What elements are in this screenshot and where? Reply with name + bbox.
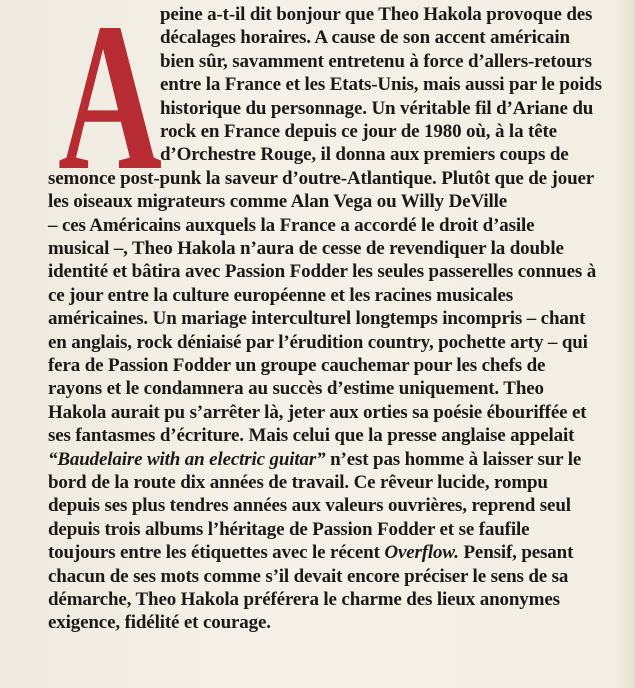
album-title-italic: Overflow. [384,542,459,564]
text-line: bien sûr, savamment entretenu à force d’allers-retours [160,50,592,72]
text-line: chacun de ses mots comme s’il devait encore préciser le sens de sa [48,565,569,587]
text-line: exigence, fidélité et courage. [48,612,271,634]
text-line: en anglais, rock déniaisé par l’érudition country, pochette arty – qui [48,331,588,353]
text-fragment: n’est pas homme à laisser sur le [330,448,582,470]
text-line: musical –, Theo Hakola n’aura de cesse de revendiquer la double [48,238,564,259]
drop-cap-letter: A [58,10,162,172]
quote-italic: “Baudelaire with an electric guitar” [48,448,326,470]
drop-cap-a [56,10,164,172]
text-line: d’Orchestre Rouge, il donna aux premiers coups de [160,144,569,166]
text-line: depuis ses plus tendres années aux valeurs ouvrières, reprend seul [48,495,571,517]
text-line: rayons et le condamnera au succès d’estime uniquement. Theo [48,378,544,400]
text-line: historique du personnage. Un véritable fil d’Ariane du [160,97,594,119]
text-line: bord de la route dix années de travail. Ce rêveur lucide, rompu [48,472,548,493]
text-line: entre la France et les Etats-Unis, mais aussi par le poids [160,74,602,96]
text-fragment: Pensif, pesant [463,542,574,564]
text-line: les oiseaux migrateurs comme Alan Vega ou Willy DeVille [48,191,507,213]
text-line: – ces Américains auxquels la France a accordé le droit d’asile [48,214,535,236]
text-line: démarche, Theo Hakola préférera le charme des lieux anonymes [48,589,560,610]
text-line: fera de Passion Fodder un groupe cauchemar pour les chefs de [48,355,546,376]
text-line: peine a-t-il dit bonjour que Theo Hakola provoque des [160,4,593,25]
text-line: décalages horaires. A cause de son accent américain [160,27,570,49]
text-line: ce jour entre la culture européenne et les racines musicales [48,284,514,306]
text-line: depuis trois albums l’héritage de Passion Fodder et se faufile [48,518,530,540]
text-line: ses fantasmes d’écriture. Mais celui que la presse anglaise appelait [48,425,575,447]
text-line [48,449,581,471]
page-edge-shadow [615,0,635,688]
text-line: semonce post-punk la saveur d’outre-Atlantique. Plutôt que de jouer [48,167,595,189]
text-line: américaines. Un mariage interculturel longtemps incompris – chant [48,308,586,330]
text-fragment: toujours entre les étiquettes avec le récent [48,542,380,564]
text-line: Hakola aurait pu s’arrêter là, jeter aux orties sa poésie ébouriffée et [48,401,587,423]
text-line: rock en France depuis ce jour de 1980 où, à la tête [160,121,557,142]
text-line: identité et bâtira avec Passion Fodder les seules passerelles connues à [48,261,597,283]
text-line [48,542,573,564]
